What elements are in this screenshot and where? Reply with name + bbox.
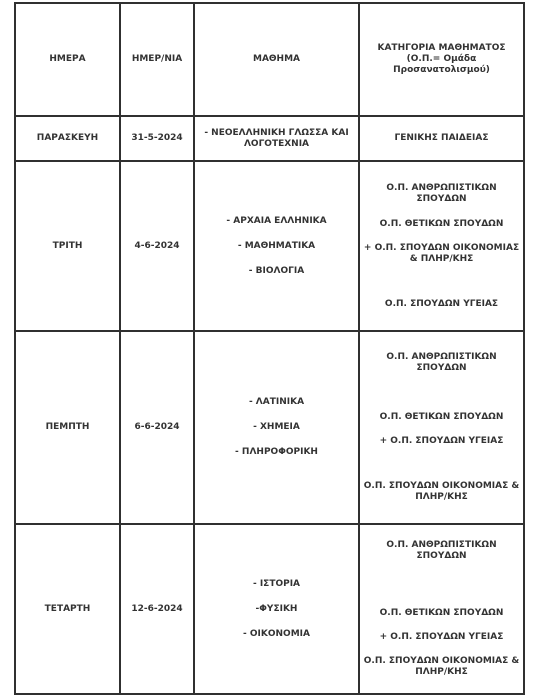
- table-row: [15, 524, 524, 694]
- subject-item: - ΑΡΧΑΙΑ ΕΛΛΗΝΙΚΑ: [226, 215, 327, 226]
- cell-subject: [194, 116, 359, 161]
- header-date: ΗΜΕΡ/ΝΙΑ: [120, 3, 194, 116]
- cell-date: 4-6-2024: [120, 161, 194, 331]
- category-item: Ο.Π. ΣΠΟΥΔΩΝ ΟΙΚΟΝΟΜΙΑΣ & ΠΛΗΡ/ΚΗΣ: [363, 656, 520, 677]
- category-item: Ο.Π. ΣΠΟΥΔΩΝ ΥΓΕΙΑΣ: [384, 298, 499, 309]
- cell-category: [359, 161, 524, 331]
- cell-day: ΤΕΤΑΡΤΗ: [15, 524, 120, 694]
- category-item: Ο.Π. ΣΠΟΥΔΩΝ ΟΙΚΟΝΟΜΙΑΣ & ΠΛΗΡ/ΚΗΣ: [363, 481, 520, 502]
- category-item: Ο.Π. ΑΝΘΡΩΠΙΣΤΙΚΩΝ ΣΠΟΥΔΩΝ: [386, 352, 497, 373]
- cell-date: 6-6-2024: [120, 331, 194, 524]
- table-row: [15, 116, 524, 161]
- subject-item: - ΝΕΟΕΛΛΗΝΙΚΗ ΓΛΩΣΣΑ ΚΑΙ ΛΟΓΟΤΕΧΝΙΑ: [204, 127, 349, 149]
- cell-subject: [194, 161, 359, 331]
- subject-item: - ΛΑΤΙΝΙΚΑ: [248, 397, 305, 407]
- subject-item: - ΧΗΜΕΙΑ: [253, 422, 300, 432]
- header-category: [359, 3, 524, 116]
- table-header-row: [15, 3, 524, 116]
- category-item: Ο.Π. ΘΕΤΙΚΩΝ ΣΠΟΥΔΩΝ: [379, 412, 504, 422]
- header-category-line: Προσανατολισμού): [393, 65, 490, 75]
- category-item: + Ο.Π. ΣΠΟΥΔΩΝ ΥΓΕΙΑΣ: [379, 632, 504, 642]
- cell-subject: [194, 524, 359, 694]
- subject-item: - ΜΑΘΗΜΑΤΙΚΑ: [237, 240, 316, 251]
- category-item: Ο.Π. ΘΕΤΙΚΩΝ ΣΠΟΥΔΩΝ: [379, 608, 504, 618]
- header-category-line: ΚΑΤΗΓΟΡΙΑ ΜΑΘΗΜΑΤΟΣ: [377, 43, 506, 53]
- cell-date: 12-6-2024: [120, 524, 194, 694]
- category-item: + Ο.Π. ΣΠΟΥΔΩΝ ΥΓΕΙΑΣ: [379, 436, 504, 446]
- exam-schedule-table: [14, 2, 525, 695]
- subject-item: -ΦΥΣΙΚΗ: [255, 603, 298, 614]
- cell-category: [359, 331, 524, 524]
- cell-day: ΠΑΡΑΣΚΕΥΗ: [15, 116, 120, 161]
- cell-category: [359, 524, 524, 694]
- cell-date: 31-5-2024: [120, 116, 194, 161]
- header-day: ΗΜΕΡΑ: [15, 3, 120, 116]
- table-row: [15, 161, 524, 331]
- category-item: Ο.Π. ΑΝΘΡΩΠΙΣΤΙΚΩΝ ΣΠΟΥΔΩΝ: [386, 540, 497, 561]
- subject-item: - ΠΛΗΡΟΦΟΡΙΚΗ: [235, 447, 318, 457]
- subject-item: - ΙΣΤΟΡΙΑ: [252, 578, 301, 589]
- category-item: + Ο.Π. ΣΠΟΥΔΩΝ ΟΙΚΟΝΟΜΙΑΣ & ΠΛΗΡ/ΚΗΣ: [363, 242, 520, 264]
- category-item: Ο.Π. ΘΕΤΙΚΩΝ ΣΠΟΥΔΩΝ: [379, 218, 504, 229]
- category-item: Ο.Π. ΑΝΘΡΩΠΙΣΤΙΚΩΝ ΣΠΟΥΔΩΝ: [386, 182, 497, 204]
- cell-subject: [194, 331, 359, 524]
- header-subject: ΜΑΘΗΜΑ: [194, 3, 359, 116]
- table-row: [15, 331, 524, 524]
- cell-category: [359, 116, 524, 161]
- cell-day: ΤΡΙΤΗ: [15, 161, 120, 331]
- category-item: ΓΕΝΙΚΗΣ ΠΑΙΔΕΙΑΣ: [394, 133, 489, 143]
- header-category-line: (Ο.Π.= Ομάδα: [406, 54, 477, 64]
- cell-day: ΠΕΜΠΤΗ: [15, 331, 120, 524]
- subject-item: - ΒΙΟΛΟΓΙΑ: [248, 265, 305, 276]
- subject-item: - ΟΙΚΟΝΟΜΙΑ: [243, 628, 310, 639]
